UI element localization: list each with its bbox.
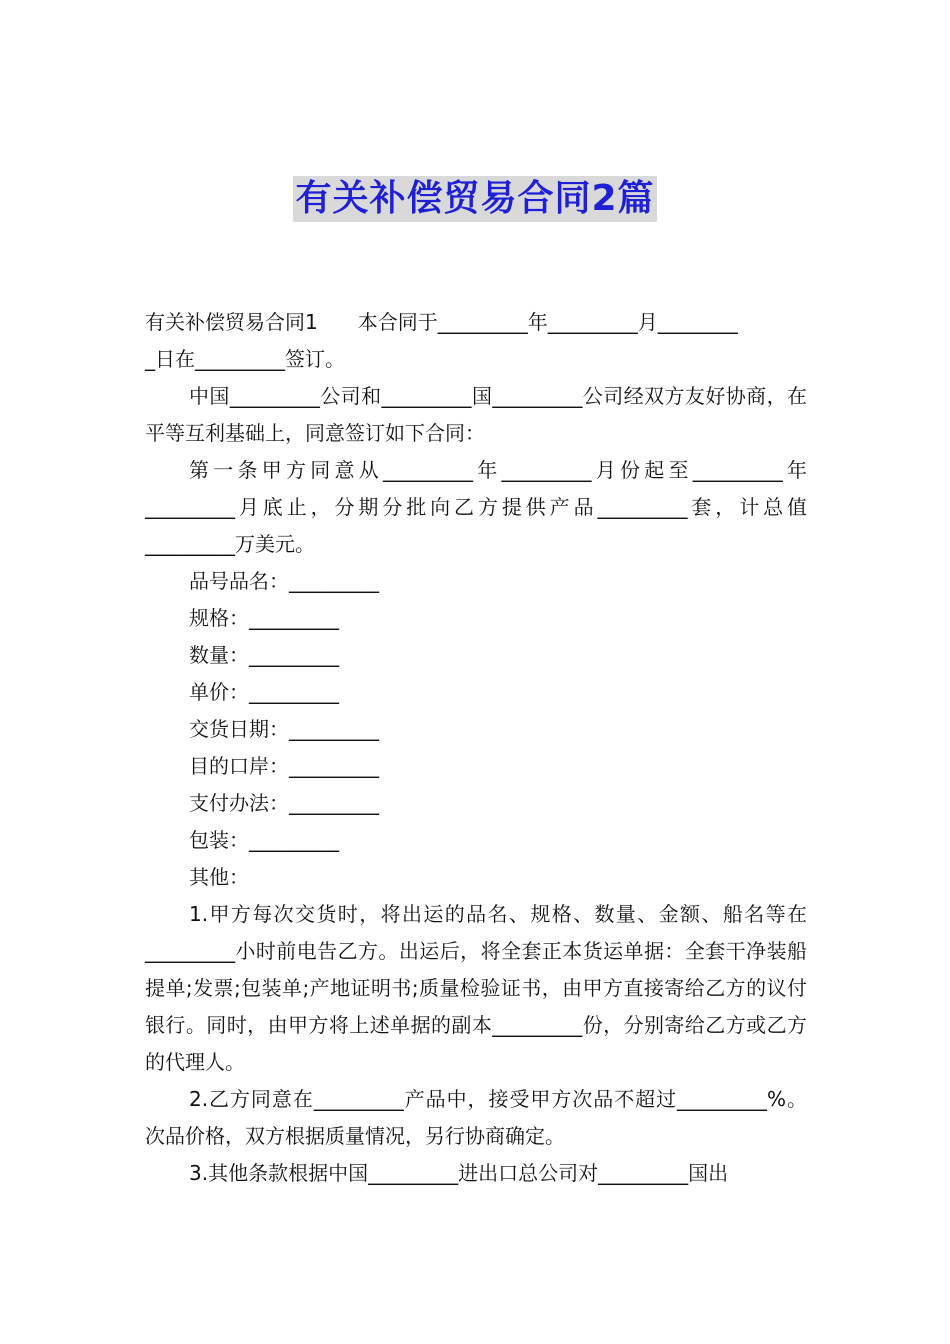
document-title: 有关补偿贸易合同2篇 xyxy=(293,176,656,222)
field-product-name: 品号品名：_________ xyxy=(189,569,379,593)
field-payment-method: 支付办法：_________ xyxy=(189,791,379,815)
field-quantity: 数量：_________ xyxy=(189,643,339,667)
item-2: 2.乙方同意在_________产品中，接受甲方次品不超过_________%。次品价格，双方根据质量情况，另行协商确定。 xyxy=(145,1087,807,1148)
field-packaging: 包装：_________ xyxy=(189,828,339,852)
item-1: 1.甲方每次交货时，将出运的品名、规格、数量、金额、船名等在_________小时前电告乙方。出运后，将全套正本货运单据：全套干净装船提单;发票;包装单;产地证明书;质量检验证书，由甲方直接寄给乙方的议付银行。同时，由甲方将上述单据的副本_________份，分别寄给乙方或乙方的代理人。 xyxy=(145,902,807,1074)
item-3: 3.其他条款根据中国_________进出口总公司对_________国出 xyxy=(189,1161,729,1185)
intro-line-1: 有关补偿贸易合同1 本合同于_________年_________月________ xyxy=(145,310,738,334)
article-1: 第一条甲方同意从_________年_________月份起至_________年_________月底止，分期分批向乙方提供产品_________套，计总值_________万美元。 xyxy=(145,458,807,556)
field-other: 其他： xyxy=(189,865,249,889)
field-unit-price: 单价：_________ xyxy=(189,680,339,704)
document-body xyxy=(145,304,807,1192)
intro-line-2: _日在_________签订。 xyxy=(145,347,345,371)
field-destination-port: 目的口岸：_________ xyxy=(189,754,379,778)
title-block xyxy=(0,176,950,222)
field-delivery-date: 交货日期：_________ xyxy=(189,717,379,741)
field-specification: 规格：_________ xyxy=(189,606,339,630)
paragraph-parties: 中国_________公司和_________国_________公司经双方友好协商，在平等互利基础上，同意签订如下合同： xyxy=(145,384,807,445)
